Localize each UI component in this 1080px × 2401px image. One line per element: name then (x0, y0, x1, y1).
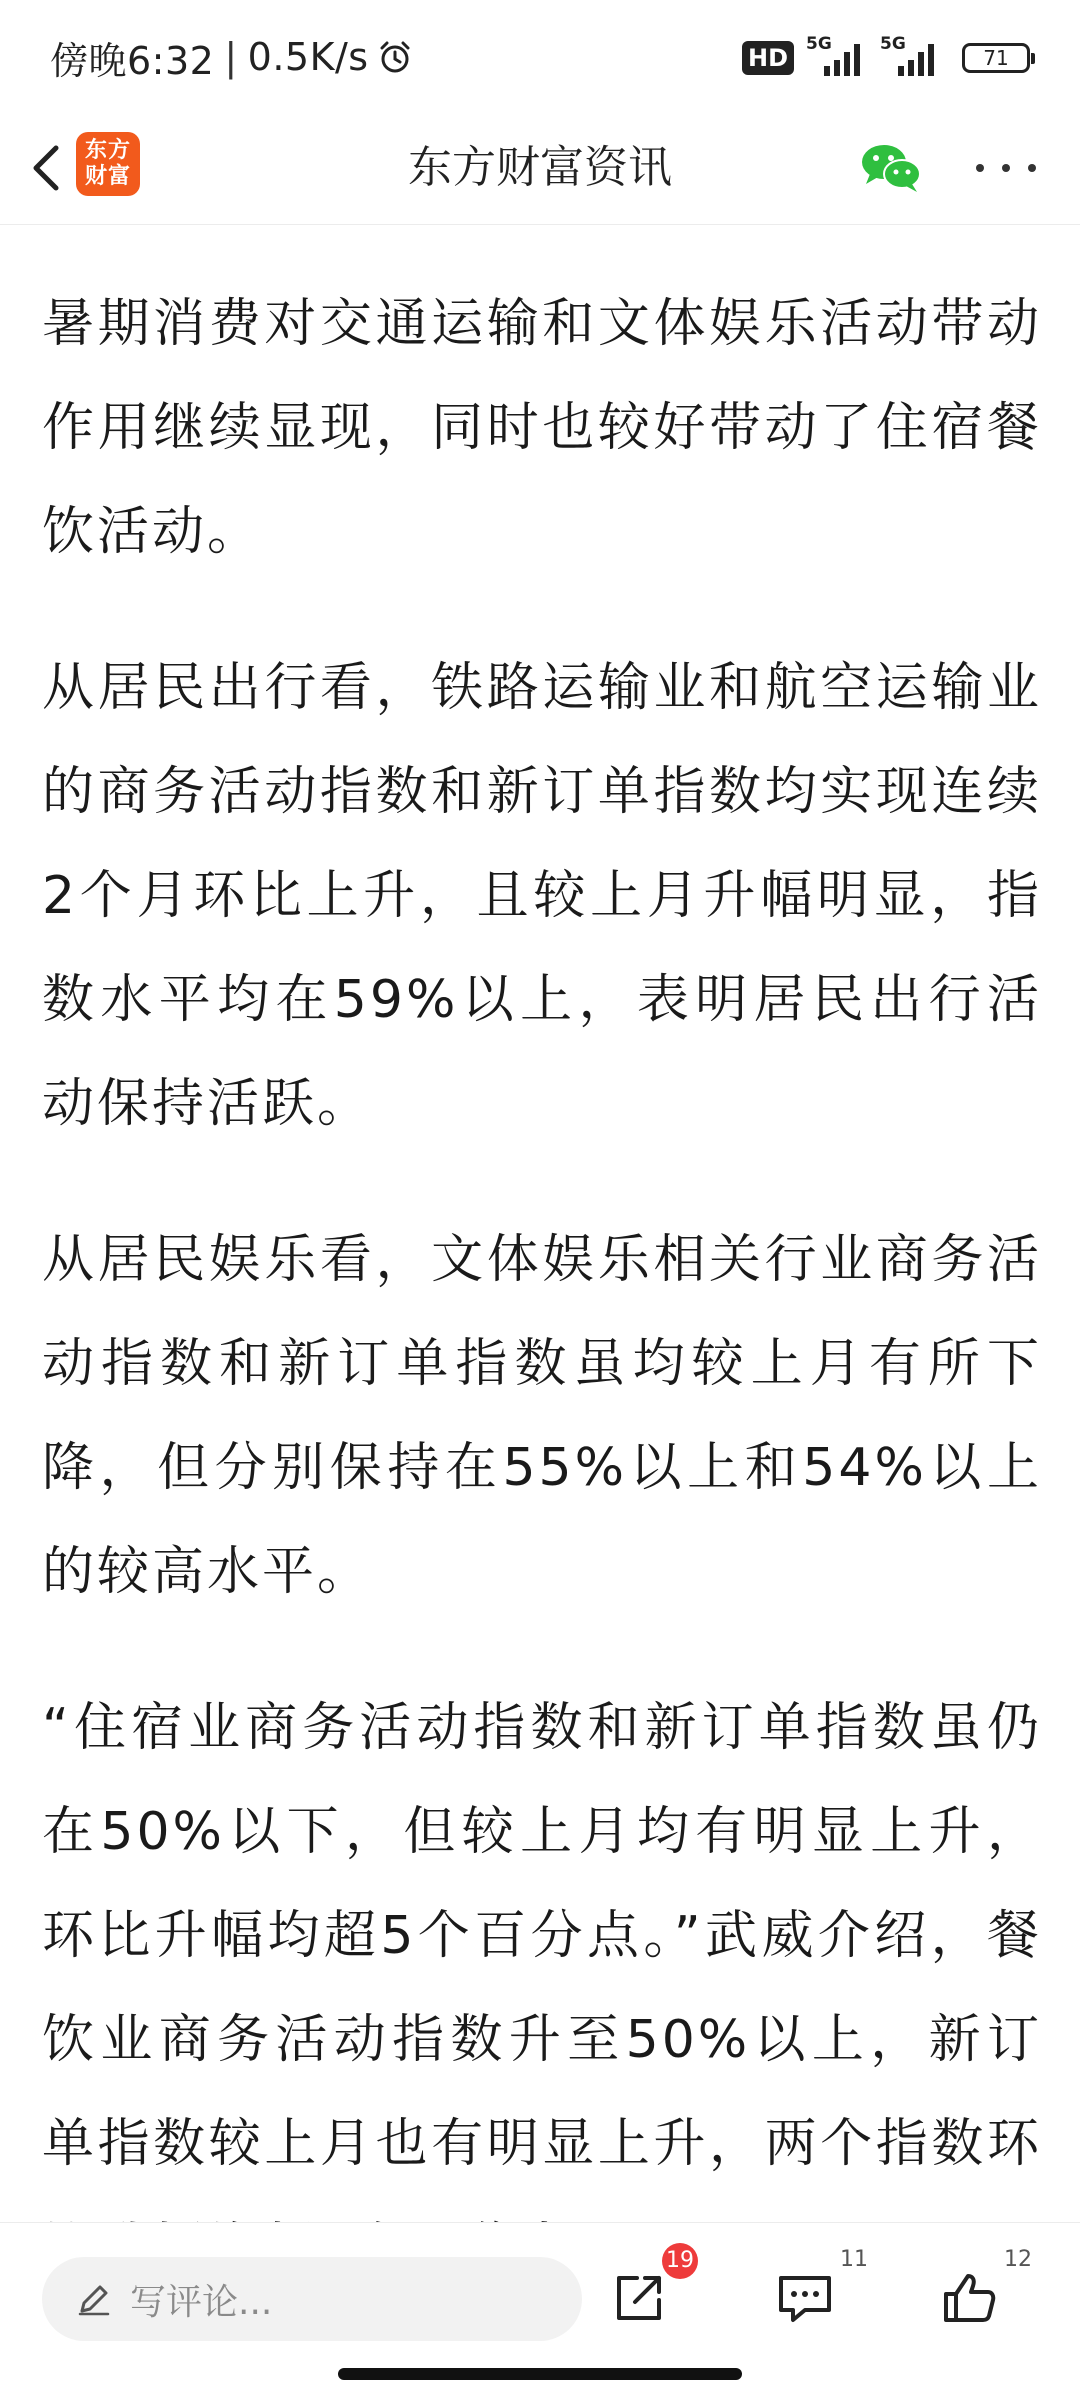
app-logo[interactable] (76, 132, 140, 196)
battery-icon (962, 43, 1030, 73)
share-icon (611, 2270, 667, 2326)
wechat-icon (860, 142, 922, 194)
network-speed: 0.5K/s (247, 35, 369, 79)
status-bar (0, 0, 1080, 112)
share-button[interactable] (604, 2248, 694, 2333)
signal-strength-icon (880, 34, 942, 78)
pen-icon (76, 2281, 112, 2317)
logo-text-line2: 财富 (84, 164, 131, 189)
like-count: 12 (1004, 2247, 1032, 2272)
alarm-clock-icon (377, 39, 413, 75)
more-dot-icon (1028, 164, 1036, 172)
home-indicator[interactable] (338, 2368, 742, 2380)
like-button[interactable] (934, 2247, 1032, 2333)
comment-input[interactable] (42, 2257, 582, 2341)
comments-button[interactable] (770, 2247, 868, 2333)
chevron-left-icon (26, 144, 66, 192)
status-right (742, 36, 1030, 80)
hd-badge: HD (742, 41, 794, 75)
comment-bubble-icon (775, 2270, 835, 2326)
network-type-label: 5G (880, 34, 906, 54)
battery-level: 71 (983, 46, 1009, 70)
more-dot-icon (1002, 164, 1010, 172)
article-paragraph: “住宿业商务活动指数和新订单指数虽仍在50%以下，但较上月均有明显上升，环比升幅均超5个百分点。”武威介绍，餐饮业商务活动指数升至50%以上，新订单指数较上月也有明显上升，两个指数环 (42, 1698, 1042, 2174)
article-paragraph: 从居民娱乐看，文体娱乐相关行业商务活动指数和新订单指数虽均较上月有所下降，但分别保持在55%以上和54%以上的较高水平。 (42, 1230, 1042, 1602)
article-paragraph: 暑期消费对交通运输和文体娱乐活动带动作用继续显现，同时也较好带动了住宿餐饮活动。 (42, 294, 1042, 562)
status-left (50, 32, 413, 82)
logo-text-line1: 东方 (84, 138, 131, 163)
status-separator: | (224, 35, 238, 79)
more-dot-icon (976, 164, 984, 172)
article-body (42, 224, 1042, 2224)
thumbs-up-icon (940, 2270, 998, 2326)
article-paragraph: 从居民出行看，铁路运输业和航空运输业的商务活动指数和新订单指数均实现连续2个月环比上升，且较上月升幅明显，指数水平均在59%以上，表明居民出行活动保持活跃。 (42, 658, 1042, 1134)
page-title: 东方财富资讯 (408, 142, 672, 193)
network-type-label: 5G (806, 34, 832, 54)
wechat-share-button[interactable] (860, 142, 922, 194)
more-options-button[interactable] (976, 148, 1036, 188)
signal-strength-icon (806, 34, 868, 78)
status-time: 傍晚6:32 (50, 38, 215, 83)
share-count-badge: 19 (662, 2243, 698, 2279)
comment-placeholder: 写评论... (130, 2281, 273, 2323)
comment-count: 11 (840, 2247, 868, 2272)
back-button[interactable] (18, 140, 74, 196)
app-header (0, 112, 1080, 225)
